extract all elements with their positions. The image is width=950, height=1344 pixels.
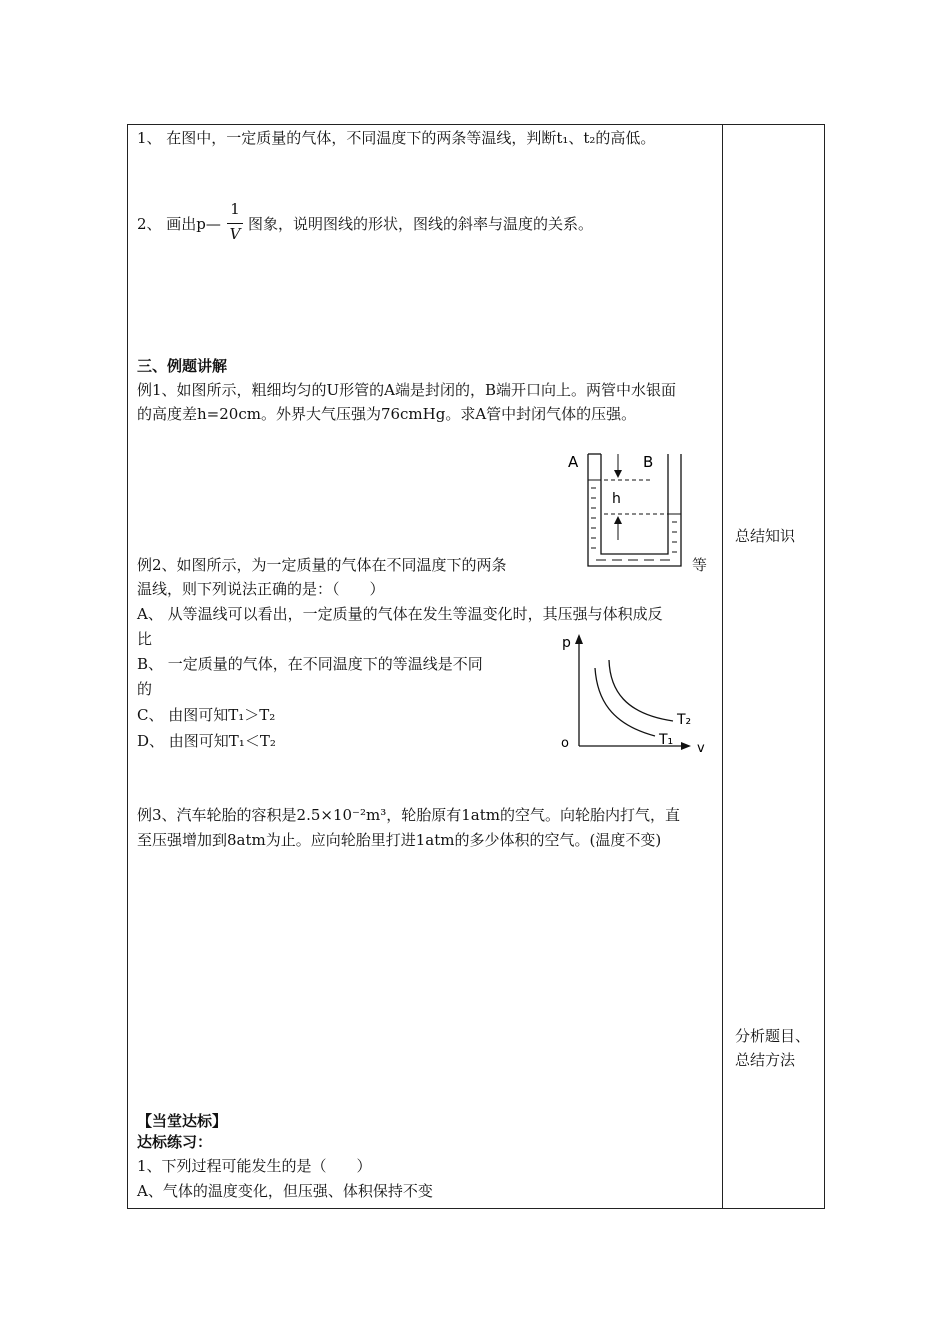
example-3-line-2: 至压强增加到8atm为止。应向轮胎里打进1atm的多少体积的空气。(温度不变) xyxy=(137,831,662,849)
column-divider xyxy=(722,124,723,1209)
example-2-line-1: 例2、如图所示，为一定质量的气体在不同温度下的两条 xyxy=(137,556,507,574)
example-2-line-1-tail: 等 xyxy=(692,556,708,574)
question-2-prefix: 2、 画出p— xyxy=(137,215,221,233)
option-d: D、 由图可知T₁＜T₂ xyxy=(137,732,276,750)
fraction-bar xyxy=(227,223,243,224)
label-a: A xyxy=(568,453,579,471)
origin-label: o xyxy=(561,736,569,751)
arrow-down-head xyxy=(614,470,622,478)
option-b-line-1: B、 一定质量的气体，在不同温度下的等温线是不同 xyxy=(137,655,483,673)
isotherm-curve-t1 xyxy=(595,668,655,736)
arrow-up-head xyxy=(614,516,622,524)
curve-label-t2: T₂ xyxy=(677,712,692,728)
question-1: 1、 在图中，一定质量的气体，不同温度下的两条等温线，判断t₁、t₂的高低。 xyxy=(137,129,656,147)
example-1-line-2: 的高度差h=20cm。外界大气压强为76cmHg。求A管中封闭气体的压强。 xyxy=(137,405,637,423)
side-note-analyze-line-1: 分析题目、 xyxy=(735,1027,811,1045)
side-note-summary: 总结知识 xyxy=(735,527,796,545)
option-b-line-2: 的 xyxy=(137,680,153,698)
practice-question-1-option-a: A、气体的温度变化，但压强、体积保持不变 xyxy=(137,1182,433,1200)
mercury-fill xyxy=(591,488,677,560)
v-axis-arrow xyxy=(681,742,691,750)
isotherm-figure xyxy=(555,628,715,760)
option-a-line-2: 比 xyxy=(137,630,153,648)
practice-question-1: 1、下列过程可能发生的是（ ） xyxy=(137,1157,372,1175)
label-h: h xyxy=(612,491,621,507)
label-b: B xyxy=(643,453,654,471)
curve-label-t1: T₁ xyxy=(659,732,674,748)
u-tube-figure xyxy=(560,448,690,573)
option-a-line-1: A、 从等温线可以看出，一定质量的气体在发生等温变化时，其压强与体积成反 xyxy=(137,605,663,623)
axis-label-v: v xyxy=(697,741,705,756)
p-axis-arrow xyxy=(575,634,583,644)
example-2-line-2: 温线，则下列说法正确的是：（ ） xyxy=(137,580,385,598)
option-c: C、 由图可知T₁＞T₂ xyxy=(137,706,276,724)
isotherm-curve-t2 xyxy=(609,660,673,721)
fraction-denominator: V xyxy=(229,225,241,243)
example-1-line-1: 例1、如图所示，粗细均匀的U形管的A端是封闭的，B端开口向上。两管中水银面 xyxy=(137,381,677,399)
question-2-suffix: 图象，说明图线的形状，图线的斜率与温度的关系。 xyxy=(248,215,594,233)
side-note-analyze-line-2: 总结方法 xyxy=(735,1051,796,1069)
fraction-numerator: 1 xyxy=(230,200,240,218)
section-heading: 三、例题讲解 xyxy=(137,357,228,375)
axis-label-p: p xyxy=(562,635,571,651)
practice-heading: 【当堂达标】 xyxy=(137,1112,228,1130)
practice-subheading: 达标练习： xyxy=(137,1133,213,1151)
tube-outer-wall xyxy=(588,454,681,566)
example-3-line-1: 例3、汽车轮胎的容积是2.5×10⁻²m³，轮胎原有1atm的空气。向轮胎内打气，直 xyxy=(137,806,680,824)
